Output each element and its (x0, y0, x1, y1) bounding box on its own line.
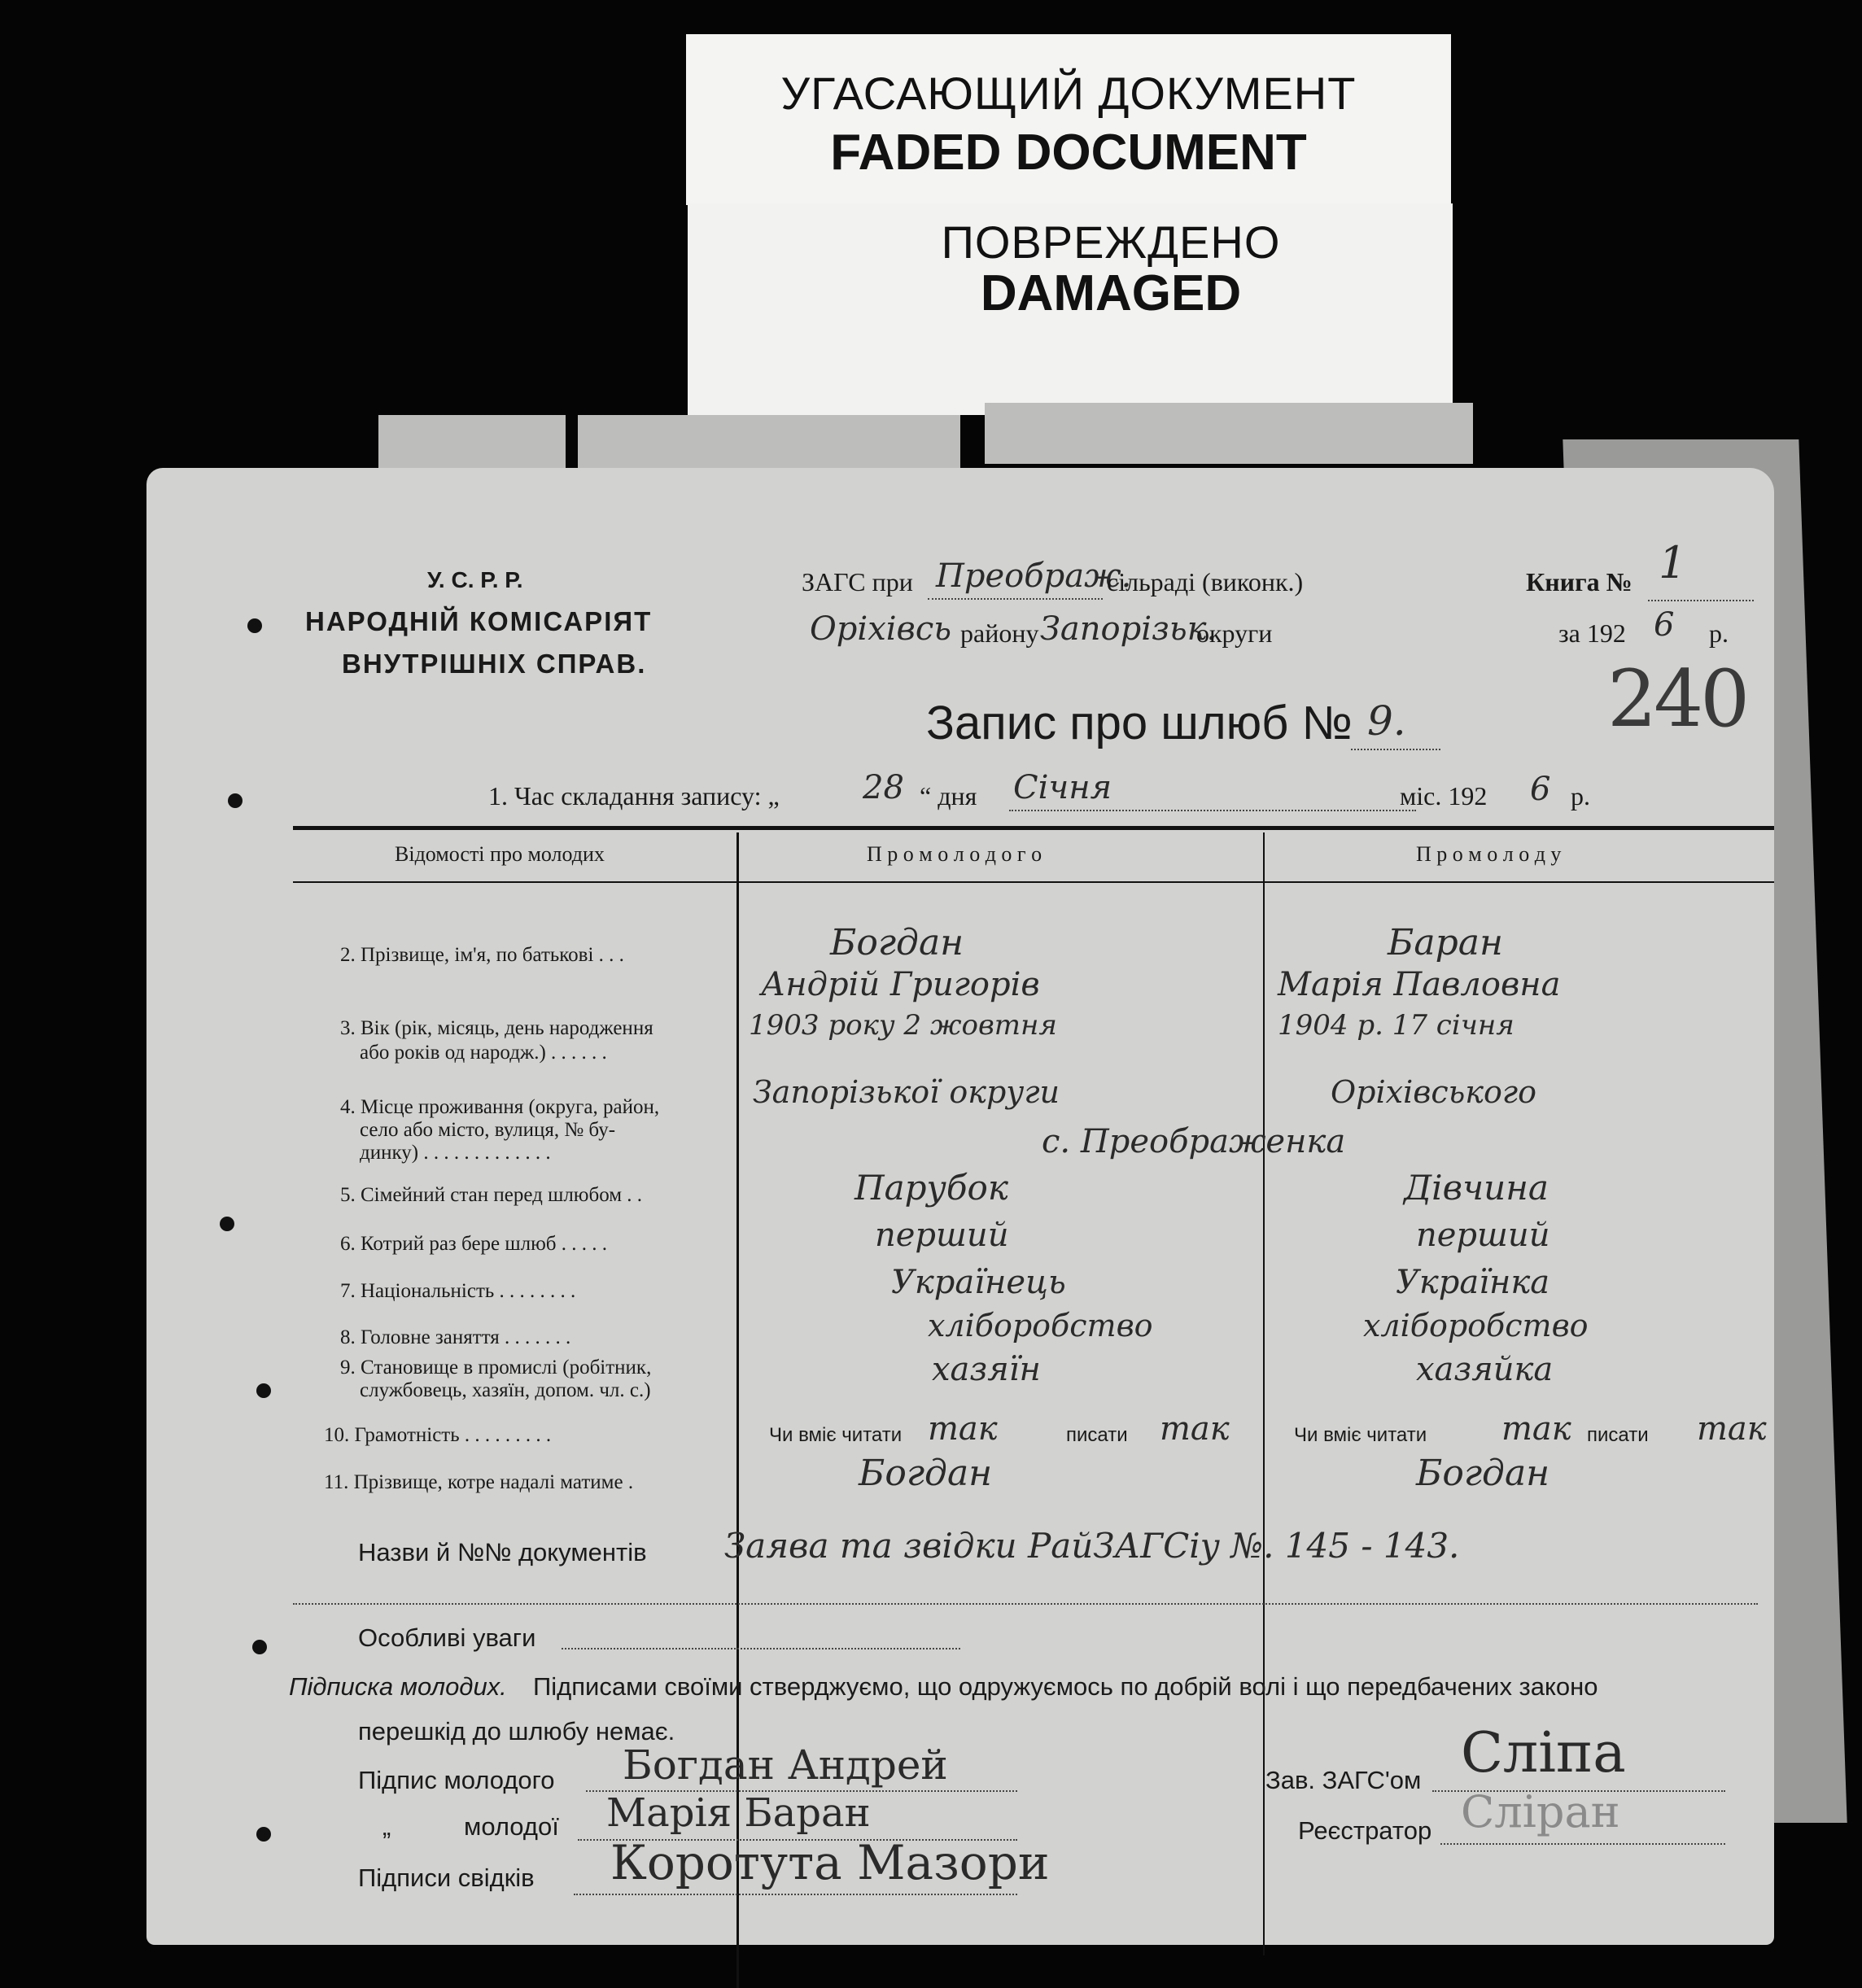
torn-tab (378, 415, 566, 476)
okrugi-label: округи (1196, 618, 1273, 648)
bride-can-write: так (1697, 1410, 1767, 1448)
row-label: 2. Прізвище, ім'я, по батькові . . . (340, 944, 624, 966)
faded-document-label (686, 34, 1451, 205)
bride-future-surname: Богдан (1416, 1453, 1550, 1494)
bride-write-label: писати (1587, 1424, 1649, 1446)
groom-can-read: так (928, 1410, 998, 1448)
col-bride-header: П р о м о л о д у (1416, 842, 1562, 866)
record-title: Запис про шлюб № (926, 697, 1353, 749)
faded-label-ru: УГАСАЮЩИЙ ДОКУМЕНТ (780, 68, 1357, 119)
mis-label: міс. 192 (1400, 781, 1488, 810)
bride-occupation: хліборобство (1363, 1308, 1589, 1344)
groom-residence: Запорізької округи (753, 1074, 1060, 1110)
dotted-line (1351, 749, 1440, 750)
row-label: службовець, хазяїн, допом. чл. с.) (360, 1379, 651, 1401)
bride-surname: Баран (1388, 922, 1503, 963)
registrar-signature: Сліран (1461, 1786, 1620, 1837)
binder-hole (256, 1827, 271, 1842)
village-council-handwritten: Преображ. (936, 557, 1132, 595)
dotted-line (574, 1894, 1017, 1895)
bride-position: хазяйка (1416, 1351, 1554, 1388)
dotted-line (1009, 810, 1416, 811)
groom-surname: Богдан (830, 922, 964, 963)
groom-can-write: так (1160, 1410, 1230, 1448)
r-label: р. (1571, 781, 1590, 810)
record-number: 9. (1367, 697, 1406, 745)
groom-marital-status: Парубок (855, 1168, 1008, 1208)
binder-hole (256, 1383, 271, 1398)
dotted-line (293, 1603, 1758, 1605)
silradi-label: сільраді (виконк.) (1107, 567, 1304, 596)
record-month: Січня (1013, 769, 1112, 806)
time-label: 1. Час складання запису: „ (488, 781, 780, 810)
table-top-rule (293, 826, 1774, 830)
row-label: 5. Сімейний стан перед шлюбом . . (340, 1184, 643, 1206)
row-label: або років од народж.) . . . . . . (360, 1042, 607, 1064)
damaged-label-en: DAMAGED (980, 265, 1242, 321)
head-signature-label: Зав. ЗАГС'ом (1265, 1766, 1422, 1794)
bride-signature-prefix: „ (382, 1812, 391, 1841)
col-groom-header: П р о м о л о д о г о (867, 842, 1042, 866)
day-label: “ дня (920, 781, 977, 810)
bride-can-read: так (1501, 1410, 1571, 1448)
statement-text-2: перешкід до шлюбу немає. (358, 1717, 675, 1746)
statement-text: Підписами своїми стверджуємо, що одружуємось по добрій волі і що передбачених законо (533, 1672, 1598, 1701)
bride-residence: Оріхівського (1331, 1074, 1536, 1110)
row-label: 6. Котрий раз бере шлюб . . . . . (340, 1233, 608, 1255)
binder-hole (228, 793, 243, 808)
year-prefix: за 192 (1558, 618, 1626, 648)
bride-birth: 1904 р. 17 січня (1278, 1009, 1515, 1042)
book-number: 1 (1659, 537, 1687, 588)
archive-number: 240 (1607, 653, 1747, 745)
registrar-signature-label: Реєстратор (1298, 1816, 1432, 1845)
bride-nationality: Українка (1396, 1264, 1550, 1301)
row-label: 8. Головне заняття . . . . . . . (340, 1326, 571, 1348)
ussr-header: У. С. Р. Р. (427, 567, 523, 592)
book-label: Книга № (1526, 567, 1633, 596)
damaged-label-ru: ПОВРЕЖДЕНО (941, 216, 1281, 268)
groom-marriage-count: перший (875, 1217, 1009, 1254)
groom-position: хазяїн (932, 1351, 1041, 1388)
documents-label: Назви й №№ документів (358, 1538, 647, 1566)
witness-signature: Коротута Мазори (610, 1835, 1050, 1890)
dotted-line (1648, 600, 1754, 601)
okrug-handwritten: Запорізьк. (1040, 610, 1217, 648)
bride-read-label: Чи вміє читати (1294, 1424, 1427, 1446)
year-digit: 6 (1654, 606, 1675, 644)
torn-tab (985, 403, 1473, 464)
bride-signature-label: молодої (464, 1812, 559, 1841)
dotted-line (562, 1648, 960, 1649)
record-year-digit: 6 (1530, 771, 1551, 808)
torn-tab (578, 415, 960, 476)
bride-marriage-count: перший (1416, 1217, 1550, 1254)
row-label: 7. Національність . . . . . . . . (340, 1280, 576, 1302)
row-label: 10. Грамотність . . . . . . . . . (324, 1424, 552, 1446)
damaged-label (688, 203, 1453, 415)
remarks-label: Особливі уваги (358, 1623, 536, 1652)
row-label: 11. Прізвище, котре надалі матиме . (324, 1471, 634, 1493)
rayonu-label: району (960, 618, 1039, 648)
groom-name: Андрій Григорів (761, 966, 1040, 1003)
head-signature: Сліпа (1461, 1721, 1626, 1785)
district-handwritten: Оріхівсь (810, 610, 952, 648)
row-label: село або місто, вулиця, № бу- (360, 1119, 616, 1141)
groom-occupation: хліборобство (928, 1308, 1153, 1344)
zags-pri-label: ЗАГС при (802, 567, 913, 596)
column-divider (1263, 832, 1265, 1955)
row-label: 4. Місце проживання (округа, район, (340, 1096, 660, 1118)
marriage-record-sheet (146, 468, 1774, 1945)
year-suffix: р. (1709, 618, 1729, 648)
statement-title: Підписка молодих. (289, 1672, 507, 1701)
groom-birth: 1903 року 2 жовтня (749, 1009, 1057, 1042)
groom-future-surname: Богдан (859, 1453, 993, 1494)
groom-nationality: Українець (891, 1264, 1066, 1301)
dotted-line (1440, 1843, 1725, 1845)
row-label: 3. Вік (рік, місяць, день народження (340, 1017, 653, 1039)
row-label: динку) . . . . . . . . . . . . . (360, 1142, 551, 1164)
dotted-line (928, 598, 1103, 600)
binder-hole (247, 618, 262, 633)
table-header-rule (293, 881, 1774, 883)
groom-read-label: Чи вміє читати (769, 1424, 903, 1446)
commissariat-line-1: НАРОДНІЙ КОМІСАРІЯТ (305, 606, 653, 636)
col-info-header: Відомості про молодих (395, 842, 605, 866)
record-day: 28 (863, 769, 904, 806)
binder-hole (252, 1640, 267, 1654)
row-label: 9. Становище в промислі (робітник, (340, 1357, 652, 1378)
groom-signature: Богдан Андрей (623, 1741, 948, 1789)
residence-village: с. Преображенка (1042, 1123, 1346, 1160)
faded-label-en: FADED DOCUMENT (830, 125, 1307, 181)
witness-signature-label: Підписи свідків (358, 1863, 535, 1892)
bride-name: Марія Павловна (1278, 966, 1561, 1003)
documents-value: Заява та звідки РайЗАГСіу №. 145 - 143. (724, 1526, 1460, 1566)
commissariat-line-2: ВНУТРІШНІХ СПРАВ. (342, 649, 647, 679)
bride-signature: Марія Баран (606, 1790, 871, 1836)
binder-hole (220, 1217, 234, 1231)
groom-signature-label: Підпис молодого (358, 1766, 555, 1794)
bride-marital-status: Дівчина (1404, 1168, 1549, 1208)
groom-write-label: писати (1066, 1424, 1128, 1446)
